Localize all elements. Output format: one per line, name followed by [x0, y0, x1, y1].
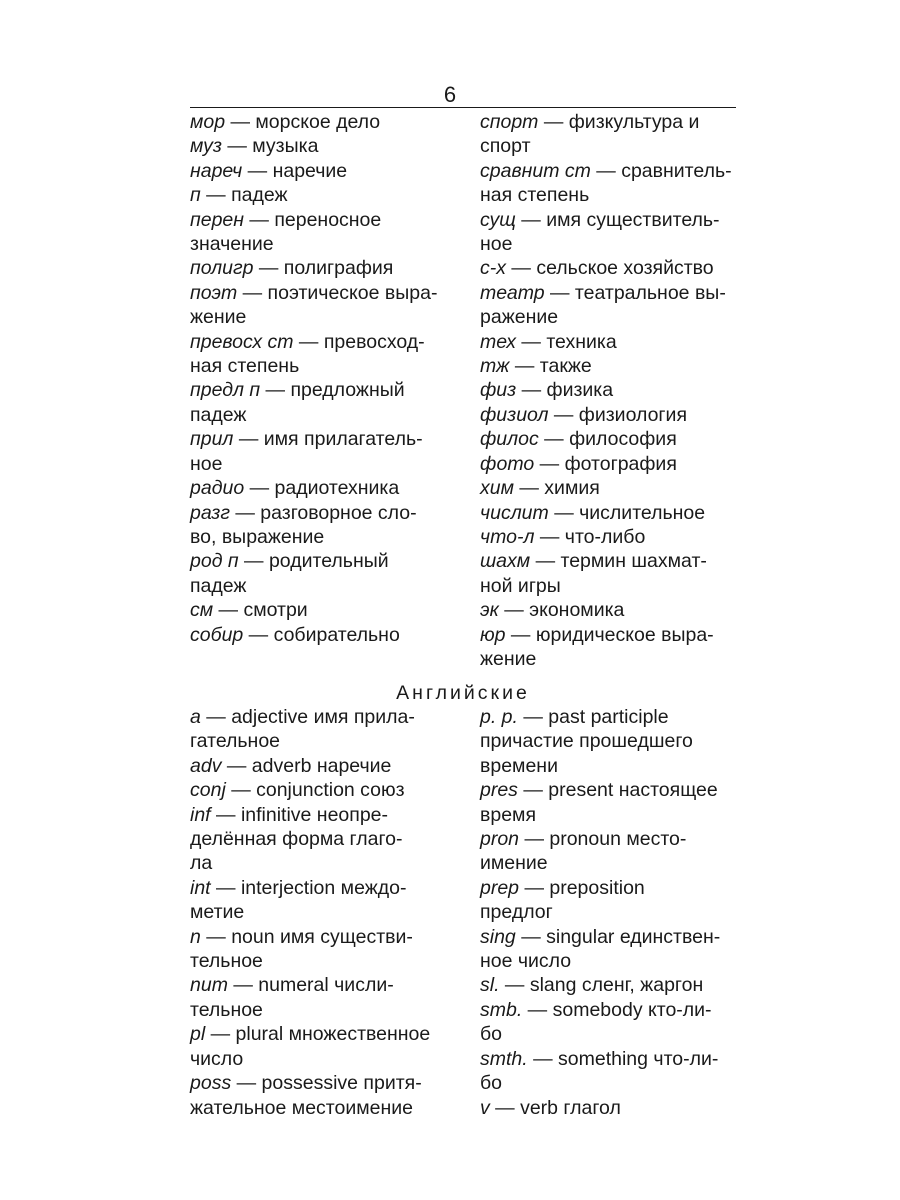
entry-abbreviation: род п: [190, 550, 239, 573]
entry-abbreviation: театр: [480, 281, 545, 304]
glossary-entry: [480, 876, 742, 925]
glossary-entry: [480, 525, 742, 549]
entry-definition: — имя прилагатель- ное: [190, 428, 423, 475]
entry-abbreviation: a: [190, 706, 201, 728]
entry-definition: — физкультура и спорт: [480, 111, 700, 158]
entry-definition: — past participle причастие прошедшего времени: [480, 706, 693, 777]
entry-definition: — числительное: [548, 501, 706, 524]
entry-abbreviation: conj: [190, 779, 226, 802]
entry-abbreviation: шахм: [480, 550, 531, 573]
entry-definition: — verb глагол: [489, 1096, 621, 1119]
entry-definition: — поэтическое выра- жение: [190, 281, 438, 329]
glossary-entry: [190, 134, 462, 158]
entry-definition: — химия: [513, 477, 600, 500]
entry-definition: — plural множественное число: [190, 1023, 431, 1070]
entry-abbreviation: тж: [480, 355, 510, 378]
entry-abbreviation: v: [480, 1096, 490, 1119]
glossary-entry: [190, 256, 462, 280]
entry-abbreviation: нареч: [190, 159, 243, 182]
entry-abbreviation: хим: [480, 477, 514, 500]
entry-definition: — interjection междо- метие: [190, 876, 407, 924]
entry-definition: — собирательно: [243, 623, 400, 646]
glossary-entry: [190, 623, 462, 647]
entry-definition: — смотри: [213, 599, 308, 622]
glossary-entry: [190, 803, 462, 876]
glossary-entry: [480, 159, 742, 208]
entry-abbreviation: см: [190, 599, 214, 622]
entry-definition: — conjunction союз: [225, 779, 405, 802]
glossary-entry: [480, 549, 742, 598]
glossary-entry: [190, 598, 462, 622]
entry-definition: — сельское хозяйство: [506, 257, 714, 280]
entry-definition: — разговорное сло- во, выражение: [190, 501, 417, 548]
entry-definition: — имя существитель- ное: [480, 208, 720, 256]
entry-definition: — термин шахмат- ной игры: [480, 550, 707, 597]
entry-abbreviation: физиол: [480, 403, 549, 426]
glossary-entry: [190, 110, 462, 134]
entry-definition: — фотография: [534, 452, 677, 475]
glossary-entry: [480, 427, 742, 451]
entry-definition: — preposition предлог: [480, 876, 645, 924]
entry-definition: — noun имя существи- тельное: [190, 925, 413, 973]
entry-abbreviation: p. p.: [480, 706, 518, 728]
entry-abbreviation: pron: [480, 828, 520, 851]
entry-definition: — adverb наречие: [221, 754, 392, 777]
entry-definition: — adjective имя прила- гательное: [190, 706, 415, 753]
entry-definition: — экономика: [498, 599, 625, 622]
entry-definition: — морское дело: [225, 111, 381, 133]
glossary-entry: [190, 427, 462, 476]
entry-abbreviation: inf: [190, 803, 211, 826]
english-abbreviations-left-column: [190, 705, 462, 1120]
glossary-entry: [190, 208, 462, 257]
entry-abbreviation: п: [190, 184, 201, 207]
russian-abbreviations-left-column: [190, 110, 462, 647]
entry-definition: — физика: [516, 379, 614, 402]
entry-abbreviation: сравнит ст: [480, 159, 591, 182]
entry-definition: — present настоящее время: [480, 779, 718, 826]
glossary-entry: [190, 778, 462, 802]
entry-definition: — numeral числи- тельное: [190, 974, 394, 1021]
entry-definition: — сравнитель- ная степень: [480, 159, 732, 207]
glossary-entry: [480, 623, 742, 672]
entry-definition: — физиология: [548, 403, 687, 426]
entry-abbreviation: pl: [190, 1023, 206, 1046]
entry-abbreviation: превосх ст: [190, 330, 294, 353]
entry-definition: — переносное значение: [190, 208, 382, 256]
glossary-entry: [190, 1022, 462, 1071]
entry-abbreviation: числит: [480, 501, 549, 524]
entry-abbreviation: pres: [480, 779, 518, 802]
entry-abbreviation: прил: [190, 428, 234, 451]
glossary-entry: [190, 876, 462, 925]
glossary-entry: [190, 281, 462, 330]
entry-definition: — somebody кто-ли- бо: [480, 998, 712, 1046]
glossary-entry: [190, 925, 462, 974]
entry-abbreviation: с-х: [480, 257, 506, 280]
glossary-entry: [480, 925, 742, 974]
entry-abbreviation: мор: [190, 111, 226, 133]
entry-definition: — pronoun место- имение: [480, 828, 687, 875]
glossary-entry: [480, 354, 742, 378]
entry-definition: — родительный падеж: [190, 550, 389, 597]
glossary-entry: [190, 501, 462, 550]
entry-abbreviation: радио: [190, 477, 245, 500]
glossary-entry: [190, 476, 462, 500]
glossary-entry: [480, 501, 742, 525]
glossary-entry: [190, 330, 462, 379]
glossary-entry: [190, 159, 462, 183]
entry-definition: — slang сленг, жаргон: [499, 974, 704, 997]
entry-definition: — также: [509, 355, 592, 378]
entry-abbreviation: smb.: [480, 998, 523, 1021]
glossary-entry: [190, 973, 462, 1022]
glossary-entry: [480, 998, 742, 1047]
entry-abbreviation: полигр: [190, 257, 254, 280]
glossary-entry: [480, 1047, 742, 1096]
entry-abbreviation: n: [190, 925, 201, 948]
entry-abbreviation: num: [190, 974, 228, 997]
entry-abbreviation: sing: [480, 925, 516, 948]
entry-abbreviation: фото: [480, 452, 535, 475]
entry-abbreviation: физ: [480, 379, 517, 402]
entry-definition: — полиграфия: [253, 257, 394, 280]
entry-definition: — превосход- ная степень: [190, 330, 425, 378]
glossary-entry: [480, 378, 742, 402]
glossary-entry: [190, 705, 462, 754]
entry-abbreviation: перен: [190, 208, 244, 231]
entry-definition: — радиотехника: [244, 477, 400, 500]
entry-definition: — что-либо: [534, 525, 646, 548]
glossary-entry: [480, 281, 742, 330]
glossary-entry: [480, 330, 742, 354]
entry-abbreviation: собир: [190, 623, 244, 646]
entry-abbreviation: предл п: [190, 379, 261, 402]
entry-definition: — техника: [515, 330, 617, 353]
entry-abbreviation: поэт: [190, 281, 238, 304]
glossary-entry: [190, 378, 462, 427]
entry-abbreviation: sl.: [480, 974, 500, 997]
entry-definition: — театральное вы- ражение: [480, 281, 726, 329]
entry-abbreviation: юр: [480, 623, 506, 646]
entry-definition: — музыка: [221, 135, 319, 158]
glossary-entry: [480, 208, 742, 257]
russian-abbreviations-right-column: [480, 110, 742, 671]
english-abbreviations-right-column: [480, 705, 742, 1120]
entry-abbreviation: adv: [190, 754, 222, 777]
entry-definition: — possessive притя- жательное местоимение: [190, 1072, 422, 1119]
entry-definition: — предложный падеж: [190, 379, 405, 426]
entry-abbreviation: smth.: [480, 1047, 528, 1070]
entry-definition: — наречие: [242, 159, 348, 182]
page-number: 6: [443, 82, 457, 107]
header-rule: [190, 107, 736, 108]
entry-abbreviation: спорт: [480, 111, 539, 133]
entry-abbreviation: эк: [480, 599, 499, 622]
entry-abbreviation: что-л: [480, 525, 535, 548]
glossary-entry: [480, 973, 742, 997]
glossary-entry: [480, 827, 742, 876]
glossary-entry: [480, 256, 742, 280]
glossary-entry: [480, 476, 742, 500]
glossary-entry: [190, 549, 462, 598]
entry-abbreviation: филос: [480, 428, 539, 451]
entry-definition: — infinitive неопре- делённая форма глаго- ла: [190, 803, 403, 875]
entry-abbreviation: разг: [190, 501, 230, 524]
entry-abbreviation: муз: [190, 135, 222, 158]
glossary-entry: [480, 1096, 742, 1120]
entry-abbreviation: int: [190, 876, 211, 899]
glossary-entry: [190, 1071, 462, 1120]
entry-abbreviation: prep: [480, 876, 520, 899]
glossary-entry: [480, 452, 742, 476]
entry-definition: — философия: [538, 428, 677, 451]
glossary-entry: [480, 403, 742, 427]
glossary-entry: [480, 705, 742, 778]
glossary-entry: [480, 778, 742, 827]
entry-abbreviation: сущ: [480, 208, 516, 231]
entry-abbreviation: poss: [190, 1072, 232, 1095]
entry-definition: — падеж: [200, 184, 288, 207]
glossary-entry: [190, 754, 462, 778]
entry-abbreviation: тех: [480, 330, 516, 353]
glossary-entry: [480, 598, 742, 622]
entry-definition: — something что-ли- бо: [480, 1047, 719, 1095]
glossary-entry: [190, 183, 462, 207]
entry-definition: — юридическое выра- жение: [480, 623, 714, 670]
english-section-heading: Английские: [396, 682, 530, 704]
entry-definition: — singular единствен- ное число: [480, 925, 721, 973]
glossary-entry: [480, 110, 742, 159]
